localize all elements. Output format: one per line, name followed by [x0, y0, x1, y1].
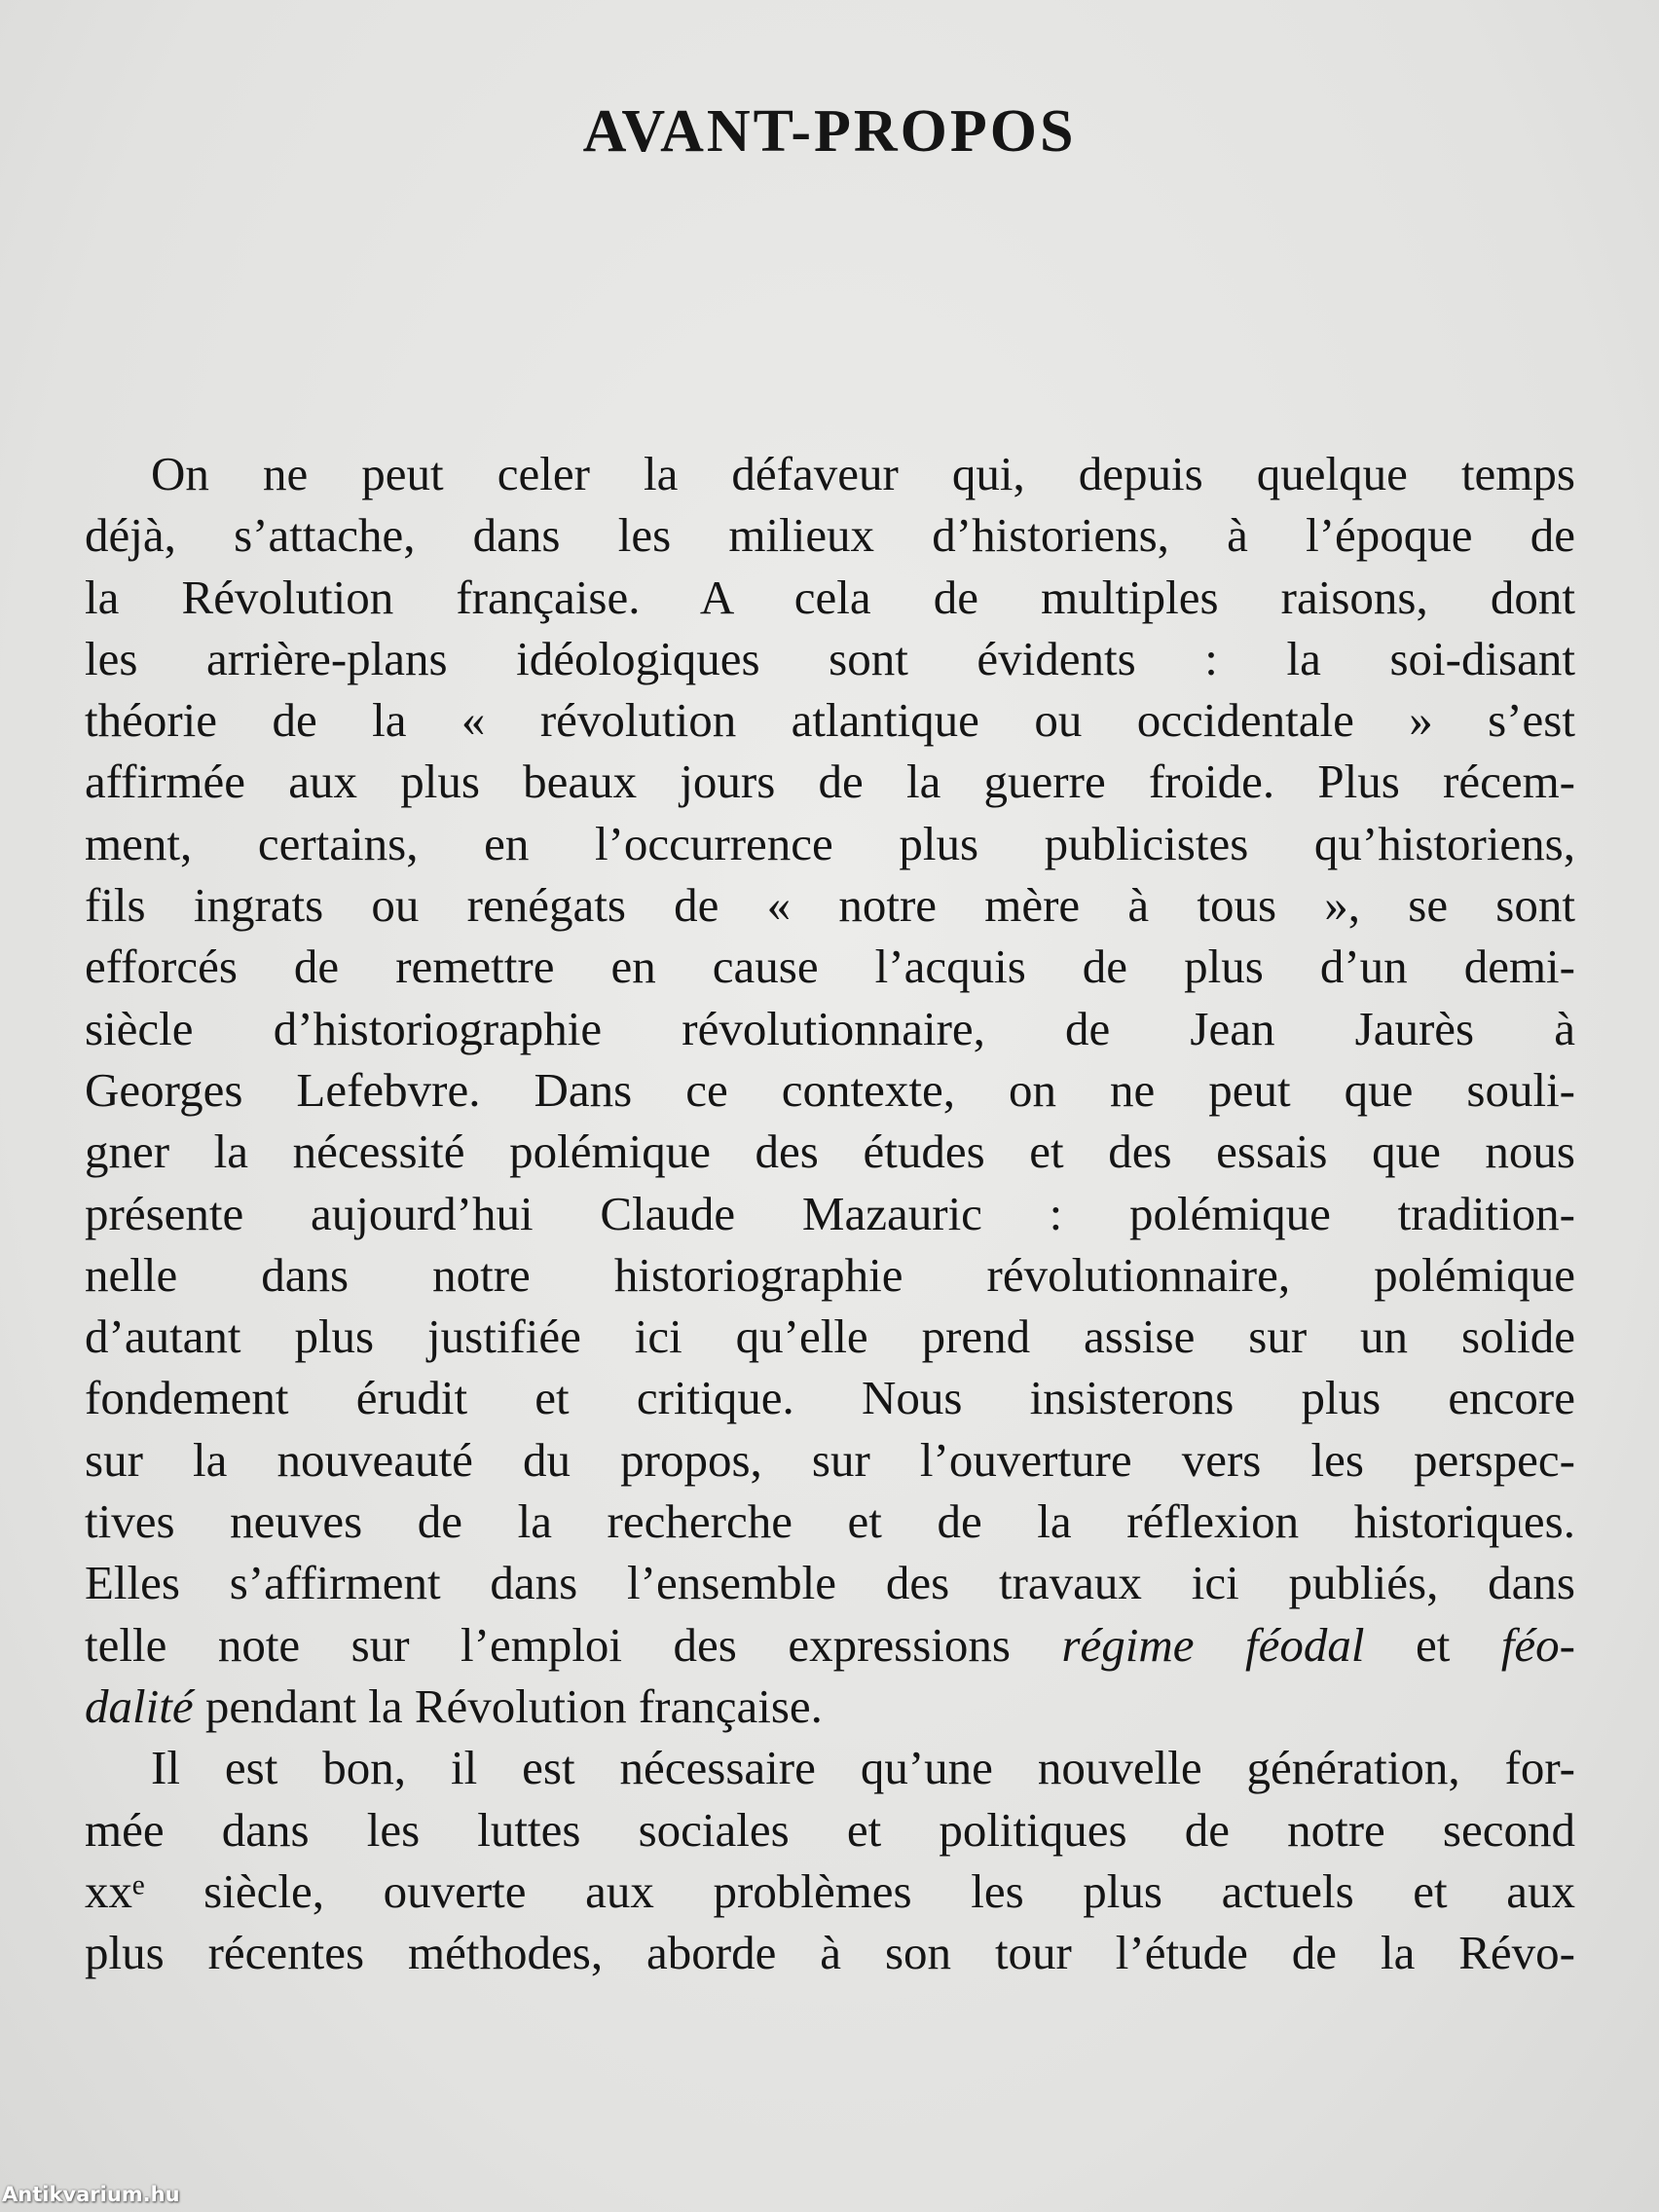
text-line [85, 504, 1575, 566]
text-segment: mée dans les luttes sociales et politiques de notre second [85, 1802, 1575, 1857]
text-segment: efforcés de remettre en cause l’acquis de plus d’un demi- [85, 940, 1575, 994]
text-segment: xxᵉ siècle, ouverte aux problèmes les plus actuels et aux [85, 1863, 1575, 1918]
text-line [85, 1861, 1575, 1922]
text-segment: plus récentes méthodes, aborde à son tour l’étude de la Révo- [85, 1926, 1575, 1980]
text-line [85, 1676, 1575, 1737]
text-line [85, 1922, 1575, 1983]
text-line [85, 1491, 1575, 1552]
paragraph [85, 1737, 1575, 1983]
text-segment: sur la nouveauté du propos, sur l’ouverture vers les perspec- [85, 1432, 1575, 1487]
text-line [85, 874, 1575, 936]
text-segment: ment, certains, en l’occurrence plus publicistes qu’historiens, [85, 816, 1575, 870]
italic-text: féo- [1500, 1617, 1575, 1672]
text-segment: siècle d’historiographie révolutionnaire, de Jean Jaurès à [85, 1001, 1575, 1055]
text-segment: telle note sur l’emploi des expressions [85, 1617, 1062, 1672]
text-segment: d’autant plus justifiée ici qu’elle prend assise sur un solide [85, 1309, 1575, 1364]
text-segment: et [1364, 1617, 1501, 1672]
text-line [85, 1121, 1575, 1182]
text-segment: pendant la Révolution française. [193, 1678, 823, 1733]
text-segment: Georges Lefebvre. Dans ce contexte, on ne peut que souli- [85, 1062, 1575, 1117]
text-segment: On ne peut celer la défaveur qui, depuis quelque temps [151, 447, 1575, 500]
text-line [85, 443, 1575, 504]
page-title: AVANT-PROPOS [582, 98, 1077, 165]
text-line [85, 628, 1575, 689]
text-segment: déjà, s’attache, dans les milieux d’historiens, à l’époque de [85, 508, 1575, 563]
text-segment: gner la nécessité polémique des études et des essais que nous [85, 1124, 1575, 1179]
body-text [85, 443, 1575, 1983]
text-line [85, 1244, 1575, 1306]
paragraph [85, 443, 1575, 1737]
text-line [85, 1059, 1575, 1121]
text-line [85, 1429, 1575, 1491]
text-segment: les arrière-plans idéologiques sont évidents : la soi-disant [85, 631, 1575, 685]
text-line [85, 998, 1575, 1059]
italic-text: dalité [85, 1678, 194, 1733]
text-line [85, 1306, 1575, 1367]
text-line [85, 813, 1575, 874]
text-segment: la Révolution française. A cela de multiples raisons, dont [85, 570, 1575, 624]
text-line [85, 689, 1575, 751]
text-line [85, 1552, 1575, 1613]
text-line [85, 1799, 1575, 1861]
text-segment: fondement érudit et critique. Nous insisterons plus encore [85, 1371, 1575, 1425]
text-segment: présente aujourd’hui Claude Mazauric : polémique tradition- [85, 1186, 1575, 1240]
text-line [85, 1737, 1575, 1798]
text-line [85, 567, 1575, 628]
text-line [85, 1367, 1575, 1428]
text-line [85, 936, 1575, 997]
text-segment: théorie de la « révolution atlantique ou occidentale » s’est [85, 693, 1575, 748]
text-line [85, 1614, 1575, 1676]
text-segment: Elles s’affirment dans l’ensemble des travaux ici publiés, dans [85, 1556, 1575, 1610]
text-segment: fils ingrats ou renégats de « notre mère à tous », se sont [85, 878, 1575, 933]
text-segment: nelle dans notre historiographie révolutionnaire, polémique [85, 1247, 1575, 1302]
text-line [85, 751, 1575, 812]
text-line [85, 1183, 1575, 1244]
text-segment: tives neuves de la recherche et de la réflexion historiques. [85, 1494, 1575, 1549]
text-segment: affirmée aux plus beaux jours de la guerre froide. Plus récem- [85, 755, 1575, 809]
watermark-logo: Antikvarium.hu [2, 2183, 180, 2206]
italic-text: régime féodal [1061, 1617, 1365, 1672]
text-segment: Il est bon, il est nécessaire qu’une nouvelle génération, for- [151, 1741, 1575, 1795]
